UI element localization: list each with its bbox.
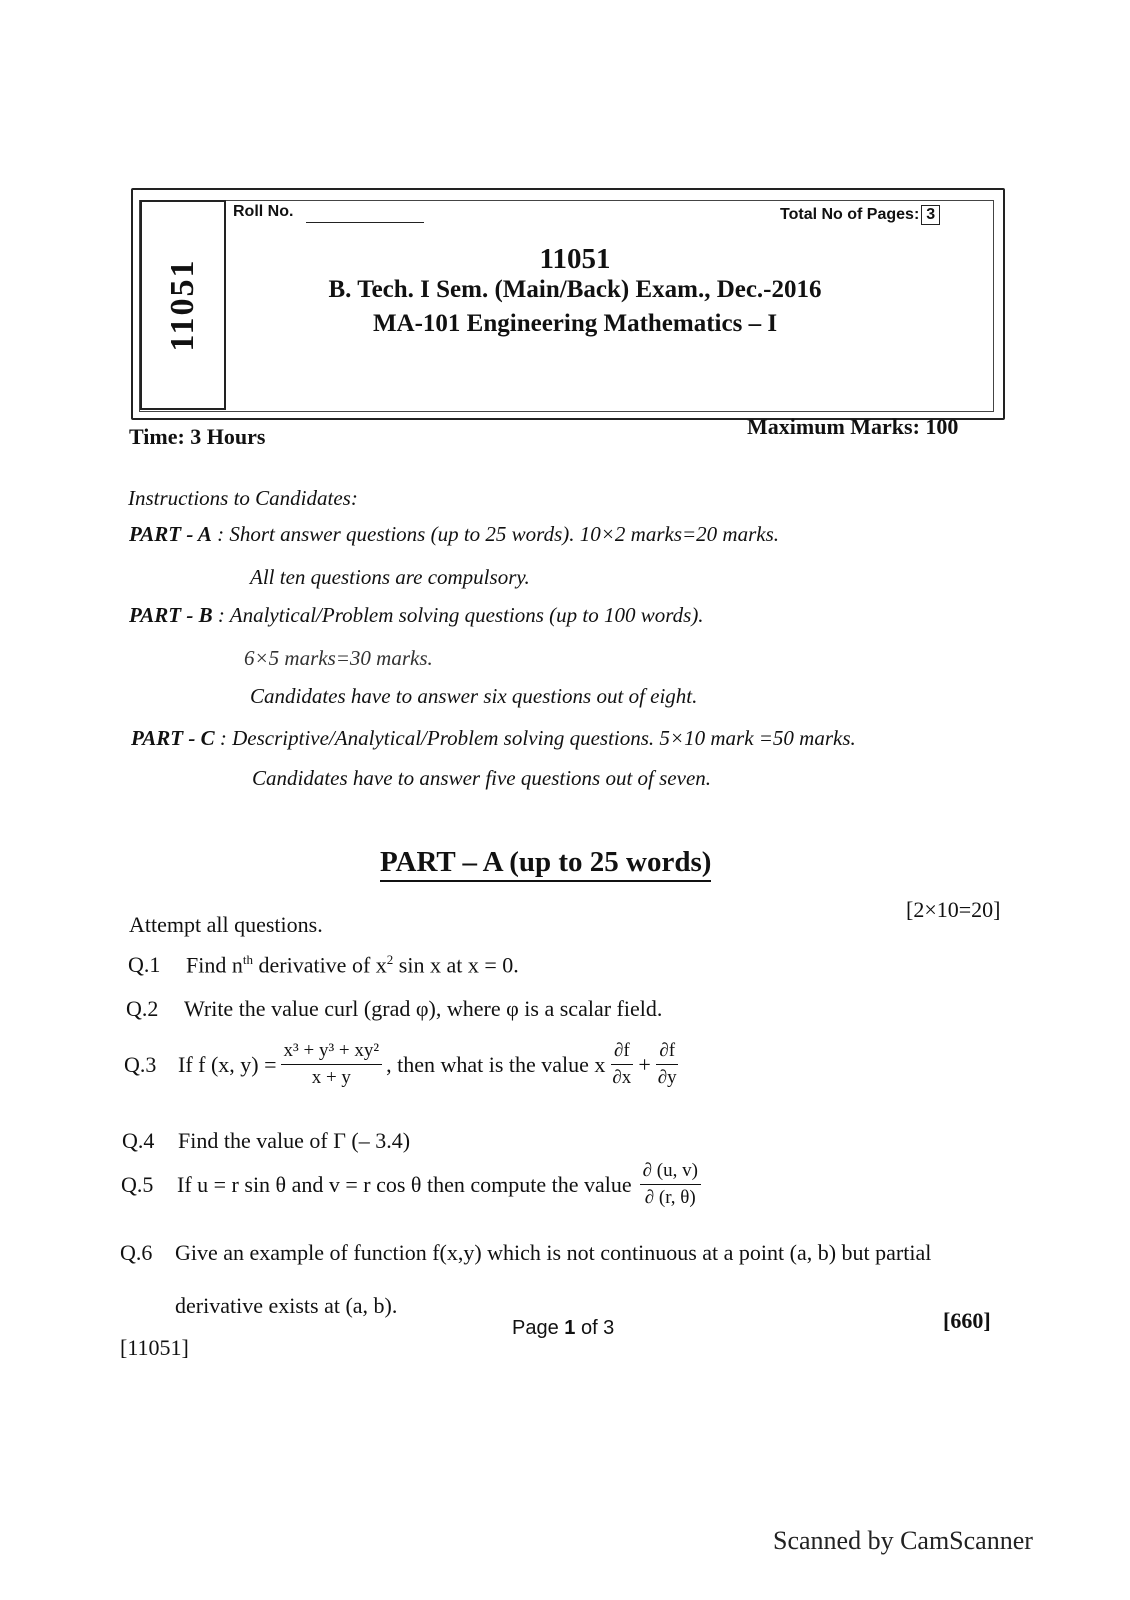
question-5 (121, 1160, 705, 1209)
part-a-text: : Short answer questions (up to 25 words). 10×2 marks=20 marks. (217, 522, 779, 546)
q4-number: Q.4 (122, 1128, 155, 1153)
part-b-marks: 6×5 marks=30 marks. (244, 646, 433, 670)
part-c-label: PART - C (131, 726, 215, 750)
q3-fraction-denominator: x + y (311, 1067, 351, 1088)
part-c-instruction (131, 726, 856, 751)
q5-jacobian-denominator: ∂ (r, θ) (644, 1187, 696, 1208)
total-pages-value: 3 (921, 205, 940, 225)
footer-left-code: [11051] (120, 1335, 189, 1360)
part-b-text: : Analytical/Problem solving questions (up to 100 words). (217, 603, 704, 627)
instructions-heading: Instructions to Candidates: (128, 486, 358, 510)
part-c-note: Candidates have to answer five questions out of seven. (252, 766, 712, 790)
maximum-marks: Maximum Marks: 100 (747, 414, 959, 439)
q3-plus: + (638, 1051, 651, 1077)
side-paper-code-text: 11051 (164, 258, 201, 352)
question-1 (128, 952, 519, 978)
q1-mid: derivative of x (252, 952, 387, 978)
q2-text: Write the value curl (grad φ), where φ is a scalar field. (184, 996, 663, 1021)
page-indicator (512, 1317, 614, 1340)
q5-jacobian-numerator: ∂ (u, v) (640, 1160, 701, 1185)
question-2 (126, 996, 662, 1022)
q3-number: Q.3 (124, 1051, 157, 1077)
q1-sup2: 2 (386, 952, 394, 967)
part-a-label: PART - A (129, 522, 212, 546)
q3-dfy: ∂f (656, 1040, 678, 1065)
question-3 (124, 1040, 684, 1089)
part-a-marks: [2×10=20] (906, 897, 1001, 922)
q3-fraction (281, 1040, 383, 1089)
q3-df: ∂f (611, 1040, 633, 1065)
q1-number: Q.1 (128, 952, 161, 978)
total-pages-label: Total No of Pages: (780, 206, 920, 223)
q3-mid: , then what is the value x (386, 1051, 606, 1077)
part-a-heading-text: PART – A (up to 25 words) (380, 846, 711, 882)
q5-text: If u = r sin θ and v = r cos θ then compute the value (177, 1171, 632, 1197)
question-6-continued: derivative exists at (a, b). (175, 1293, 398, 1318)
part-b-note: Candidates have to answer six questions out of eight. (250, 684, 698, 708)
q5-jacobian (640, 1160, 701, 1209)
q2-number: Q.2 (126, 996, 159, 1021)
q3-partial-y (655, 1040, 680, 1089)
page-of: of 3 (575, 1317, 615, 1339)
q1-text: Find n (186, 952, 243, 978)
q4-text: Find the value of Γ (– 3.4) (178, 1128, 411, 1153)
exam-title: B. Tech. I Sem. (Main/Back) Exam., Dec.-2016 (328, 276, 822, 303)
scanner-watermark: Scanned by CamScanner (773, 1526, 1033, 1555)
attempt-all: Attempt all questions. (129, 912, 323, 937)
roll-no-label: Roll No. (233, 203, 294, 220)
q6-number: Q.6 (120, 1240, 153, 1265)
side-paper-code (140, 200, 226, 410)
time-allowed: Time: 3 Hours (129, 424, 266, 449)
q3-fraction-numerator: x³ + y³ + xy² (281, 1040, 383, 1065)
q5-number: Q.5 (121, 1171, 154, 1197)
part-b-instruction (129, 603, 704, 628)
part-a-heading (380, 846, 711, 879)
page-number: 1 (564, 1317, 576, 1339)
q3-lead: If f (x, y) = (178, 1051, 277, 1077)
roll-no-blank (306, 222, 424, 223)
q3-dy: ∂y (657, 1067, 677, 1088)
question-4 (122, 1128, 410, 1154)
q3-dx: ∂x (612, 1067, 632, 1088)
footer-right-code: [660] (943, 1308, 991, 1333)
part-c-text: : Descriptive/Analytical/Problem solving questions. 5×10 mark =50 marks. (219, 726, 856, 750)
paper-code: 11051 (539, 243, 611, 275)
part-a-instruction (129, 522, 779, 547)
total-pages (780, 205, 940, 225)
header-inner-border (139, 200, 994, 412)
question-6 (120, 1240, 931, 1266)
q6-text: Give an example of function f(x,y) which is not continuous at a point (a, b) but partial (175, 1240, 932, 1265)
page-label: Page (512, 1317, 565, 1339)
q3-partial-x (609, 1040, 634, 1089)
subject-title: MA-101 Engineering Mathematics – I (372, 310, 778, 337)
q1-sup: th (242, 952, 253, 967)
q1-end: sin x at x = 0. (393, 952, 519, 978)
part-a-note: All ten questions are compulsory. (250, 565, 530, 589)
part-b-label: PART - B (129, 603, 213, 627)
